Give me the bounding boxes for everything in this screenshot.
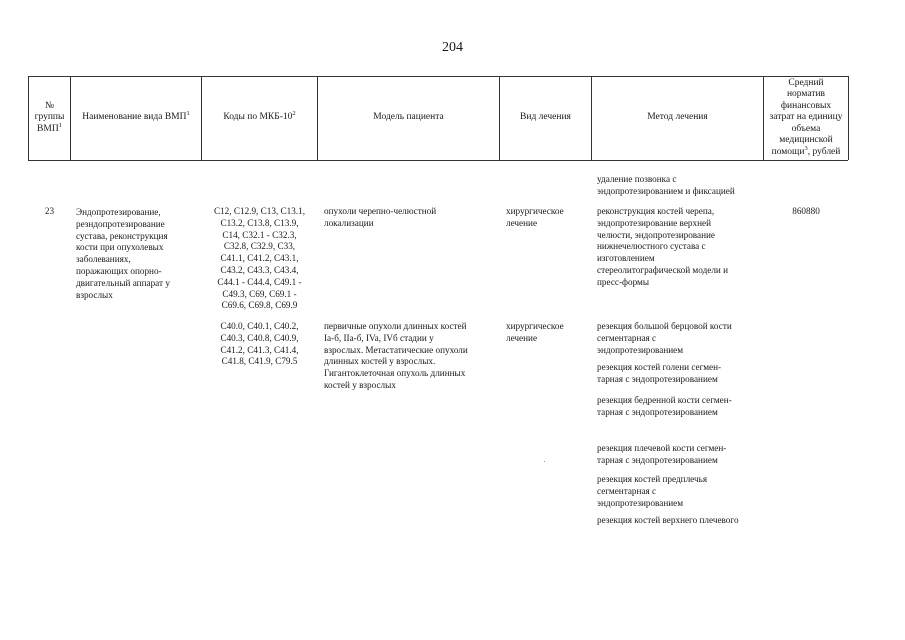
header-group-number: № группы ВМП$^1$ (34, 100, 65, 134)
average-cost: 860880 (792, 206, 820, 216)
treatment-type-cell: хирургическое лечение (506, 206, 564, 228)
treatment-type-cell: хирургическое лечение (506, 321, 564, 343)
scan-speck (544, 461, 545, 462)
header-average-cost: Средний норматив финансовых затрат на единицу объема медицинской помощи$^3$, рублей (769, 77, 843, 157)
header-treatment-type: Вид лечения (520, 112, 571, 123)
group-number: 23 (44, 206, 55, 216)
header-treatment-method: Метод лечения (647, 112, 708, 123)
column-divider (848, 76, 849, 160)
table-header-bottom-border (28, 160, 848, 161)
treatment-method-item: резекция плечевой кости сегмен- тарная с эндопротезированием (597, 443, 727, 465)
treatment-method-item: резекция бедренной кости сегмен- тарная с эндопротезированием (597, 395, 732, 417)
header-patient-model: Модель пациента (373, 112, 444, 123)
method-continuation: удаление позвонка с эндопротезированием и фиксацией (597, 174, 735, 196)
header-icd-codes: Коды по МКБ-$10^2$ (223, 110, 296, 123)
treatment-method-item: резекция костей верхнего плечевого (597, 515, 739, 525)
page-number: 204 (442, 40, 463, 55)
icd-codes-cell: C12, C12.9, C13, C13.1, C13.2, C13.8, C13.9, C14, C32.1 - C32.3, C32.8, C32.9, C33, C41.1, C41.2, C43.1, C43.2, C43.3, C43.4, C44.1 - C44.4, C49.1 - C49.3, C69, C69.1 - C69.6, C69.8, C69.9 (213, 206, 306, 311)
treatment-method-item: резекция большой берцовой кости сегментарная с эндопротезированием (597, 321, 732, 355)
patient-model-cell: опухоли черепно-челюстной локализации (324, 206, 437, 228)
treatment-method-item: резекция костей предплечья сегментарная с эндопротезированием (597, 474, 708, 508)
icd-codes-cell: C40.0, C40.1, C40.2, C40.3, C40.8, C40.9, C41.2, C41.3, C41.4, C41.8, C41.9, C79.5 (220, 321, 299, 367)
vmp-name: Эндопротезирование, резндопротезирование сустава, реконструкция кости при опухолевых заболеваниях, поражающих опорно- двигательный аппарат у взрослых (76, 207, 170, 300)
header-vmp-name: Наименование вида ВМП$^1$ (82, 110, 190, 123)
treatment-method-item: реконструкция костей черепа, эндопротезирование верхней челюсти, эндопротезирование нижнечелюстного сустава с изготовлением стереолитографической модели и пресс-формы (597, 206, 729, 287)
treatment-method-item: резекция костей голени сегмен- тарная с эндопротезированием (597, 362, 722, 384)
patient-model-cell: первичные опухоли длинных костей Ia-б, IIa-б, IVa, IVб стадии у взрослых. Метастатические опухоли длинных костей у взрослых. Гигантоклеточная опухоль длинных костей у взрослых (324, 321, 468, 390)
